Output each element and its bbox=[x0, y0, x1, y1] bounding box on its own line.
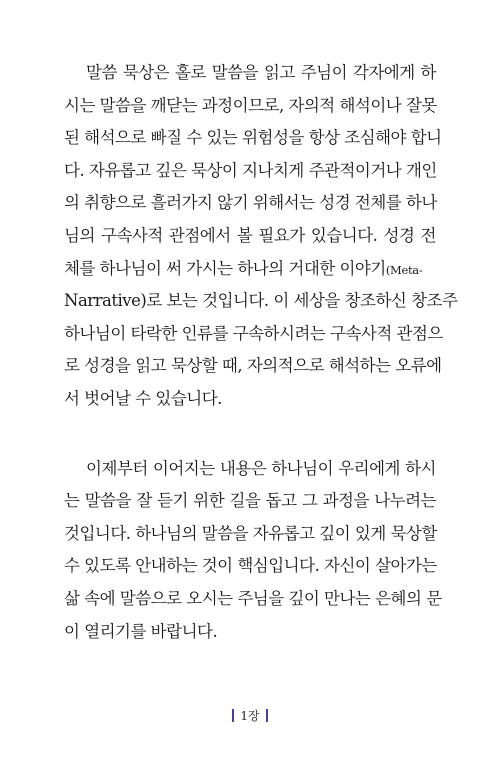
text-line bbox=[64, 253, 436, 286]
text-line: 수 있도록 안내하는 것이 핵심입니다. 자신이 살아가는 bbox=[64, 556, 437, 576]
page-footer bbox=[0, 708, 500, 724]
text-line: 시는 말씀을 깨닫는 과정이므로, 자의적 해석이나 잘못 bbox=[64, 95, 437, 115]
footer-bar-right bbox=[266, 709, 268, 722]
text-line bbox=[64, 285, 458, 318]
text-line: 의 취향으로 흘러가지 않기 위해서는 성경 전체를 하나 bbox=[64, 193, 437, 213]
text-line: 삶 속에 말씀으로 오시는 주님을 깊이 만나는 은혜의 문 bbox=[64, 588, 442, 608]
text-line: 이 열리기를 바랍니다. bbox=[64, 621, 218, 641]
paragraph-gap bbox=[64, 416, 436, 453]
footer-bar-left bbox=[232, 709, 234, 722]
text-line: 는 말씀을 잘 듣기 위한 길을 돕고 그 과정을 나누려는 bbox=[64, 491, 436, 511]
text-line: 님의 구속사적 관점에서 볼 필요가 있습니다. 성경 전 bbox=[64, 225, 436, 245]
paragraph-2 bbox=[64, 453, 442, 649]
text-line: 말씀 묵상은 홀로 말씀을 읽고 주님이 각자에게 하 bbox=[86, 63, 436, 82]
text-line: 이제부터 이어지는 내용은 하나님이 우리에게 하시 bbox=[86, 458, 436, 478]
text-line: 서 벗어날 수 있습니다. bbox=[64, 388, 222, 408]
paragraph-1 bbox=[64, 57, 458, 416]
page-number: 1장 bbox=[240, 709, 260, 723]
text-line: 다. 자유롭고 깊은 묵상이 지나치게 주관적이거나 개인 bbox=[64, 160, 437, 180]
text-line: 로 성경을 읽고 묵상할 때, 자의적으로 해석하는 오류에 bbox=[64, 356, 442, 376]
text-line: 것입니다. 하나님의 말씀을 자유롭고 깊이 있게 묵상할 bbox=[64, 523, 437, 543]
text-line-part: 체를 하나님이 써 가시는 하나의 거대한 이야기 bbox=[64, 258, 386, 278]
text-line: 된 해석으로 빠질 수 있는 위험성을 항상 조심해야 합니 bbox=[64, 128, 442, 148]
inline-small-text: (Meta- bbox=[385, 262, 423, 277]
text-line: 하나님이 타락한 인류를 구속하시려는 구속사적 관점으 bbox=[64, 323, 443, 343]
text-line-part: Narrative)로 보는 것입니다. 이 세상을 창조하신 창조주 bbox=[64, 291, 458, 311]
document-body bbox=[64, 57, 458, 648]
